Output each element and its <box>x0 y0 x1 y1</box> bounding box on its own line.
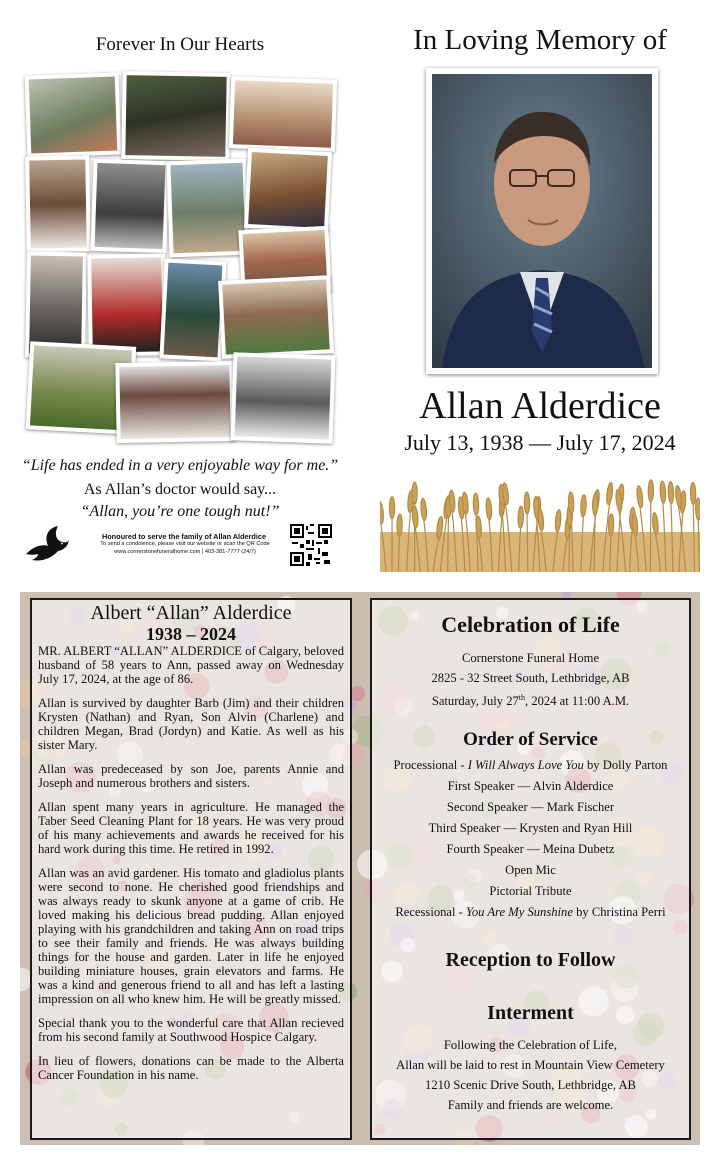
interment-line: Allan will be laid to rest in Mountain View Cemetery <box>396 1058 665 1073</box>
interment-line: Following the Celebration of Life, <box>443 1038 618 1053</box>
obituary-paragraph: Allan is survived by daughter Barb (Jim) and their children Krysten (Nathan) and Ryan, Son Alvin (Charlene) and children Megan, Brad (Jordyn) and Katie. As well as his sister Mary. <box>38 696 344 752</box>
collage-photo-11 <box>159 258 226 361</box>
obituary-years: 1938 – 2024 <box>146 624 236 644</box>
footer-honoured: Honoured to serve the family of Allan Alderdice <box>101 532 267 541</box>
collage-photo-10 <box>87 253 167 356</box>
quote-line-3: “Allan, you’re one tough nut!” <box>80 503 280 520</box>
recessional-song: You Are My Sunshine <box>466 905 573 920</box>
interment-line: Family and friends are welcome. <box>447 1098 614 1113</box>
processional-artist: by Dolly Parton <box>583 758 668 773</box>
back-cover <box>0 0 360 592</box>
obituary-paragraph: MR. ALBERT “ALLAN” ALDERDICE of Calgary, beloved husband of 58 years to Ann, passed away on Wednesday July 17, 2024, at the age of 86. <box>38 644 344 686</box>
order-item: Third Speaker — Krysten and Ryan Hill <box>428 821 633 836</box>
obituary-paragraph: Allan was an avid gardener. His tomato and gladiolus plants were second to none. He cherished good friendships and was always ready to skunk anyone at a game of crib. He loved making his delicious bread pudding. Allan enjoyed playing with his grandchildren and taking Ann on road trips to see their family and friends. He was always building things for the house and garden. Later in life he enjoyed building miniature houses, grain elevators and farms. He was a kind and generous friend to all and has left a lasting impression on all who knew him. He will be greatly missed. <box>38 866 344 1006</box>
order-item: Second Speaker — Mark Fischer <box>446 800 615 815</box>
collage-photo-14 <box>115 361 234 443</box>
deceased-name: Allan Alderdice <box>419 385 661 427</box>
order-item: Fourth Speaker — Meina Dubetz <box>446 842 615 857</box>
front-cover <box>360 0 720 592</box>
dove-icon <box>24 524 70 564</box>
order-of-service-title: Order of Service <box>463 729 598 751</box>
wheat-field-image <box>380 462 700 572</box>
celebration-date-suffix: , 2024 at 11:00 A.M. <box>525 694 630 709</box>
obituary-body <box>32 644 350 1082</box>
obituary-paragraph: Allan spent many years in agriculture. He managed the Taber Seed Cleaning Plant for 18 years. He was very proud of his many achievements and awards he received for his hard work during this time. He retired in 1992. <box>38 800 344 856</box>
interment-title: Interment <box>487 1002 574 1025</box>
processional-song: I Will Always Love You <box>467 758 584 773</box>
collage-title: Forever In Our Hearts <box>95 34 265 55</box>
order-item-recessional <box>372 902 689 923</box>
collage-photo-2 <box>121 71 231 161</box>
obituary-paragraph: In lieu of flowers, donations can be made to the Alberta Cancer Foundation in his name. <box>38 1054 344 1082</box>
service-panel <box>370 598 691 1140</box>
celebration-venue: Cornerstone Funeral Home <box>461 651 600 665</box>
photo-collage <box>22 68 340 448</box>
celebration-date <box>372 688 689 711</box>
reception-title: Reception to Follow <box>445 949 616 972</box>
funeral-home-footer <box>24 520 340 570</box>
memory-title: In Loving Memory of <box>413 24 667 56</box>
obituary-name: Albert “Allan” Alderdice <box>90 602 292 624</box>
quote-line-2: As Allan’s doctor would say... <box>83 481 277 498</box>
collage-photo-15 <box>230 352 335 444</box>
collage-photo-7 <box>244 148 332 232</box>
qr-code-icon[interactable] <box>290 524 332 566</box>
collage-photo-5 <box>90 159 169 254</box>
obituary-panel <box>30 598 352 1140</box>
obituary-paragraph: Special thank you to the wonderful care that Allan recieved from his second family at Southwood Hospice Calgary. <box>38 1016 344 1044</box>
quote-line-1: “Life has ended in a very enjoyable way for me.” <box>21 457 339 474</box>
collage-photo-4 <box>25 155 91 252</box>
inside-spread <box>20 592 700 1145</box>
obituary-paragraph: Allan was predeceased by son Joe, parents Annie and Joseph and numerous brothers and sisters. <box>38 762 344 790</box>
order-item-processional <box>372 755 689 776</box>
collage-photo-6 <box>166 159 249 258</box>
life-dates: July 13, 1938 — July 17, 2024 <box>404 430 676 455</box>
celebration-title: Celebration of Life <box>441 612 620 637</box>
portrait-photo <box>432 74 652 368</box>
processional-label: Processional - <box>393 758 468 773</box>
collage-photo-1 <box>25 72 122 157</box>
order-item: Open Mic <box>505 863 556 878</box>
celebration-address: 2825 - 32 Street South, Lethbridge, AB <box>431 671 630 685</box>
portrait-frame <box>426 68 658 374</box>
footer-contact: www.cornerstonefuneralhome.com | 403-381-7777 (24/7) <box>114 549 256 555</box>
collage-photo-12 <box>218 275 334 359</box>
collage-photo-3 <box>229 76 337 152</box>
interment-line: 1210 Scenic Drive South, Lethbridge, AB <box>425 1078 636 1093</box>
celebration-date-sup: th <box>518 693 526 702</box>
order-item: Pictorial Tribute <box>489 884 572 899</box>
celebration-date-prefix: Saturday, July 27 <box>431 694 519 709</box>
recessional-artist: by Christina Perri <box>572 905 666 920</box>
footer-condolence: To send a condolence, please visit our website or scan the QR Code <box>100 541 270 547</box>
order-item: First Speaker — Alvin Alderdice <box>447 779 614 794</box>
recessional-label: Recessional - <box>395 905 466 920</box>
